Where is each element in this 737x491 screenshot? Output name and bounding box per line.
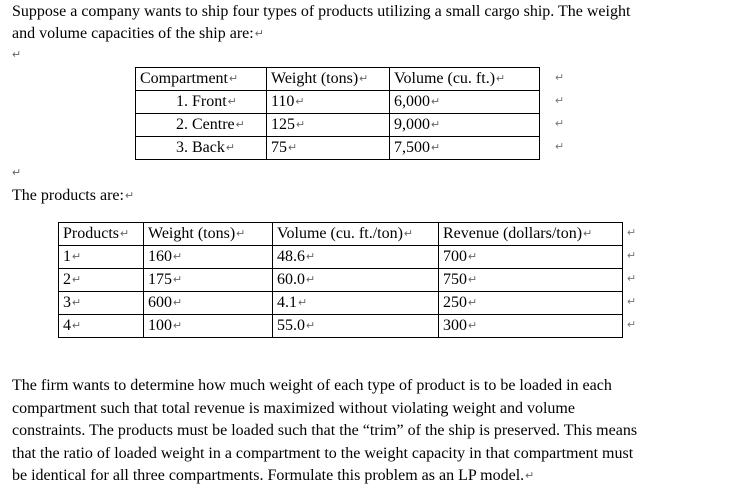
table-cell [144, 315, 273, 338]
paragraph-mark-icon: ↵ [72, 297, 82, 309]
paragraph-mark-icon: ↵ [173, 297, 183, 309]
closing-line-2: compartment such that total revenue is maximized without violating weight and volume [12, 399, 575, 417]
paragraph-mark-icon: ↵ [173, 251, 183, 263]
paragraph-mark-icon: ↵ [306, 251, 316, 263]
cell-text: Weight (tons) [271, 70, 359, 87]
paragraph-mark-icon: ↵ [228, 73, 239, 85]
closing-line-4: that the ratio of loaded weight in a compartment to the weight capacity in that compartment must [12, 444, 634, 462]
table-row [136, 137, 540, 160]
table-header-row [59, 223, 623, 246]
cell-text: Volume (cu. ft.) [394, 70, 496, 87]
row-end-mark-icon: ↵ [627, 273, 637, 285]
table-row [136, 114, 540, 137]
table-row [59, 269, 623, 292]
paragraph-mark-icon: ↵ [468, 320, 478, 332]
table-cell [390, 137, 540, 160]
closing-line-5: be identical for all three compartments. Formulate this problem as an LP model.↵ [12, 467, 535, 484]
paragraph-mark-icon: ↵ [72, 251, 82, 263]
paragraph-mark-icon: ↵ [496, 73, 506, 85]
compartment-table [135, 67, 540, 160]
table-cell [267, 114, 390, 137]
table-cell [144, 246, 273, 269]
intro-line-1: Suppose a company wants to ship four types of products utilizing a small cargo ship. The weight [12, 3, 631, 20]
header-cell [439, 223, 623, 246]
paragraph-mark-icon: ↵ [403, 228, 414, 240]
row-end-mark-icon: ↵ [627, 227, 637, 239]
table-cell [439, 246, 623, 269]
cell-text: 110 [271, 93, 295, 110]
paragraph-mark-icon: ↵ [120, 228, 130, 240]
cell-text: 1 [63, 248, 71, 265]
table-header-row [136, 68, 540, 91]
table-cell [59, 269, 144, 292]
closing-paragraph [12, 375, 637, 488]
paragraph-mark-icon: ↵ [296, 119, 306, 131]
cell-text: 175 [148, 271, 172, 288]
paragraph-mark-icon: ↵ [173, 320, 183, 332]
table-cell [144, 269, 273, 292]
table-cell [273, 246, 439, 269]
table-cell [136, 91, 267, 114]
table-cell [390, 91, 540, 114]
intro-paragraph [12, 1, 630, 45]
paragraph-mark-icon: ↵ [235, 119, 245, 131]
table-cell [267, 91, 390, 114]
table-row [136, 91, 540, 114]
paragraph-mark-icon: ↵ [583, 228, 593, 240]
row-end-mark-icon: ↵ [555, 118, 565, 130]
paragraph-mark-icon: ↵ [72, 274, 82, 286]
paragraph-mark-icon: ↵ [431, 96, 441, 108]
cell-text: 2 [63, 271, 71, 288]
cell-text: 160 [148, 248, 172, 265]
row-end-mark-icon: ↵ [555, 95, 565, 107]
row-end-mark-icon: ↵ [555, 72, 565, 84]
row-end-mark-icon: ↵ [627, 296, 637, 308]
table-cell [273, 292, 439, 315]
paragraph-mark-icon: ↵ [236, 228, 246, 240]
cell-text: 100 [148, 317, 172, 334]
cell-text: Weight (tons) [148, 225, 236, 242]
intro-line-2: and volume capacities of the ship are:↵ [12, 25, 264, 42]
cell-text: 125 [271, 116, 295, 133]
table-cell [59, 246, 144, 269]
header-cell [273, 223, 439, 246]
cell-text: Compartment [140, 70, 228, 87]
paragraph-mark-icon: ↵ [124, 190, 135, 202]
row-end-mark-icon: ↵ [627, 250, 637, 262]
products-intro: The products are:↵ [12, 187, 135, 204]
header-cell [267, 68, 390, 91]
products-table [58, 222, 623, 338]
table-cell [273, 269, 439, 292]
cell-text: 700 [443, 248, 467, 265]
cell-text: 4 [63, 317, 71, 334]
cell-text: 2. Centre [176, 116, 235, 133]
paragraph-mark-icon: ↵ [12, 167, 22, 179]
table-cell [439, 269, 623, 292]
cell-text: 750 [443, 271, 467, 288]
paragraph-mark-icon: ↵ [306, 320, 316, 332]
header-cell [144, 223, 273, 246]
table-cell [144, 292, 273, 315]
cell-text: 9,000 [394, 116, 430, 133]
paragraph-mark-icon: ↵ [359, 73, 369, 85]
closing-line-3: constraints. The products must be loaded such that the “trim” of the ship is preserved. This means [12, 422, 638, 439]
cell-text: 7,500 [394, 139, 430, 156]
cell-text: 4.1 [277, 294, 297, 311]
paragraph-mark-icon: ↵ [468, 274, 478, 286]
paragraph-mark-icon: ↵ [288, 142, 298, 154]
paragraph-mark-icon: ↵ [525, 470, 535, 482]
table-cell [267, 137, 390, 160]
paragraph-mark-icon: ↵ [298, 297, 308, 309]
table-cell [439, 292, 623, 315]
cell-text: 600 [148, 294, 172, 311]
cell-text: 75 [271, 139, 287, 156]
table-cell [59, 292, 144, 315]
cell-text: Revenue (dollars/ton) [443, 225, 583, 242]
closing-line-1: The firm wants to determine how much weight of each type of product is to be loaded in each [12, 377, 612, 394]
header-cell [390, 68, 540, 91]
table-cell [59, 315, 144, 338]
table-row [59, 246, 623, 269]
paragraph-mark-icon: ↵ [173, 274, 183, 286]
paragraph-mark-icon: ↵ [227, 96, 237, 108]
table-cell [273, 315, 439, 338]
paragraph-mark-icon: ↵ [72, 320, 82, 332]
table-cell [390, 114, 540, 137]
table-row [59, 292, 623, 315]
cell-text: Products [63, 225, 119, 242]
table-cell [136, 114, 267, 137]
row-end-mark-icon: ↵ [627, 319, 637, 331]
cell-text: 250 [443, 294, 467, 311]
paragraph-mark-icon: ↵ [295, 96, 305, 108]
paragraph-mark-icon: ↵ [225, 142, 236, 154]
paragraph-mark-icon: ↵ [431, 119, 441, 131]
row-end-mark-icon: ↵ [555, 141, 565, 153]
header-cell [59, 223, 144, 246]
paragraph-mark-icon: ↵ [468, 297, 478, 309]
header-cell [136, 68, 267, 91]
table-cell [136, 137, 267, 160]
cell-text: Volume (cu. ft./ton) [277, 225, 403, 242]
cell-text: 1. Front [176, 93, 227, 110]
cell-text: 300 [443, 317, 467, 334]
paragraph-mark-icon: ↵ [431, 142, 441, 154]
paragraph-mark-icon: ↵ [12, 49, 22, 61]
paragraph-mark-icon: ↵ [254, 28, 264, 40]
cell-text: 60.0 [277, 271, 305, 288]
paragraph-mark-icon: ↵ [468, 251, 478, 263]
cell-text: 6,000 [394, 93, 430, 110]
cell-text: 55.0 [277, 317, 305, 334]
cell-text: 3. Back [176, 139, 225, 156]
cell-text: 3 [63, 294, 71, 311]
table-cell [439, 315, 623, 338]
paragraph-mark-icon: ↵ [306, 274, 316, 286]
table-row [59, 315, 623, 338]
cell-text: 48.6 [277, 248, 305, 265]
